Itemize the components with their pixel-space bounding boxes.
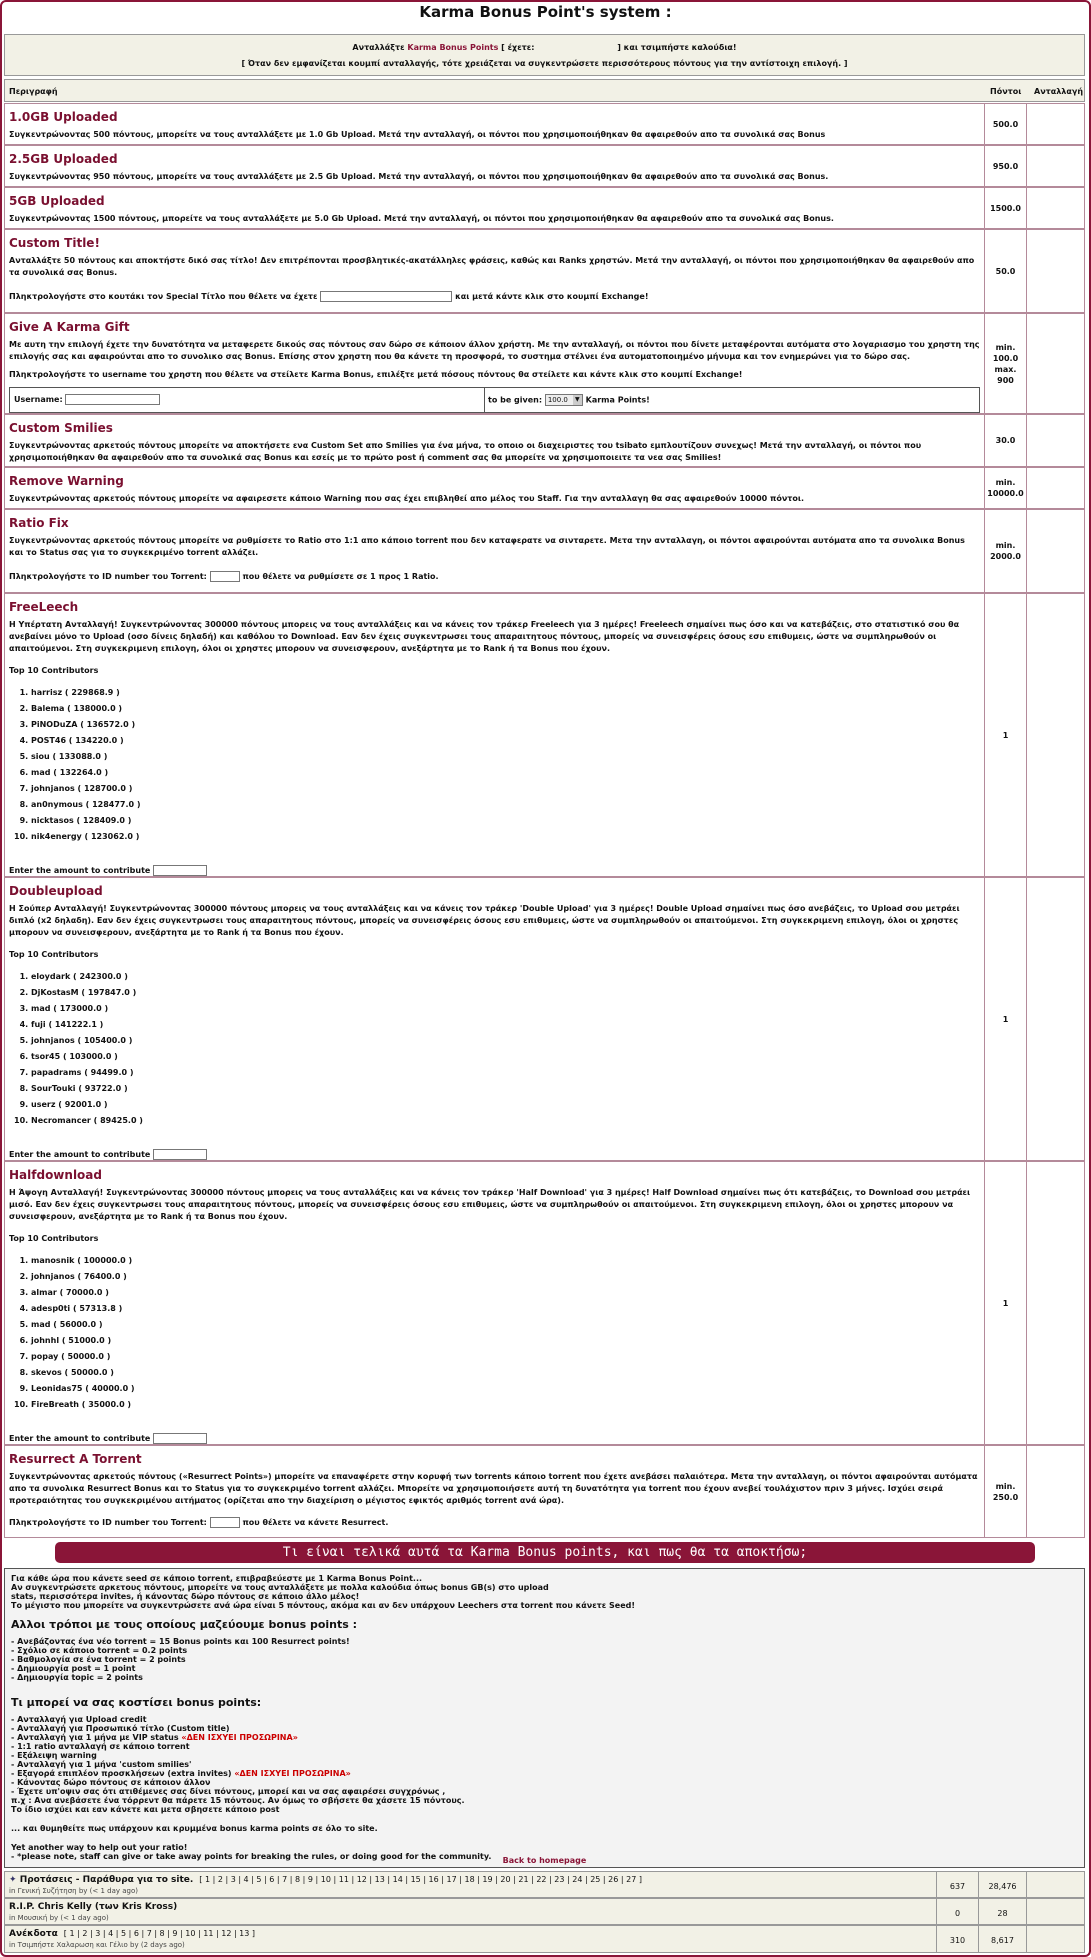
- exchange-cell: [1027, 188, 1084, 228]
- disabled-tag: «ΔΕΝ ΙΣΧΥΕΙ ΠΡΟΣΩΡΙΝΑ»: [234, 1769, 351, 1778]
- list-item: 3. PiNODuZA ( 136572.0 ): [31, 717, 980, 733]
- thread-pages[interactable]: [ 1 | 2 | 3 | 4 | 5 | 6 | 7 | 8 | 9 | 10 | 11 | 12 | 13 ]: [63, 1929, 256, 1938]
- intro-text: Ανταλλάξτε: [352, 43, 405, 52]
- option-points: 1: [985, 1162, 1027, 1444]
- list-item: 7. popay ( 50000.0 ): [31, 1349, 980, 1365]
- list-item: 4. fuji ( 141222.1 ): [31, 1017, 980, 1033]
- option-row-doubleupload: [4, 877, 1085, 1161]
- list-item: 8. an0nymous ( 128477.0 ): [31, 797, 980, 813]
- cost-item: Το ίδιο ισχύει και εαν κάνετε και μετα σβησετε κάποιο post: [11, 1805, 280, 1814]
- info-line: Το μέγιστο που μπορείτε να συγκεντρώσετε ανά ώρα είναι 5 πόντους, ακόμα και αν δεν υπάρχουν Leechers στα torrent που κάνετε Seed!: [11, 1601, 636, 1610]
- info-line: ... και θυμηθείτε πως υπάρχουν και κρυμμένα bonus karma points σε όλο το site.: [11, 1824, 378, 1833]
- earn-item: - Δημιουργία post = 1 point: [11, 1664, 136, 1673]
- exchange-cell: [1027, 468, 1084, 508]
- option-points: 1: [985, 878, 1027, 1160]
- cost-item: - Ανταλλαγή για 1 μήνα 'custom smilies': [11, 1760, 192, 1769]
- list-item: 3. almar ( 70000.0 ): [31, 1285, 980, 1301]
- contribute-amount-input[interactable]: [153, 1433, 207, 1444]
- option-text: Συγκεντρώνοντας αρκετούς πόντους («Resurrect Points») μπορείτε να επαναφέρετε στην κορυφή των torrents κάποιο torrent που έχετε ανεβάσει παλαιότερα. Μετα την ανταλλαγη, οι πόντοι αφαιρούνται αυτόματα απο τα συνολικα Resurrect Bonus και το Status για το συγκεκριμένο torrent αλλάζει. Μπορείτε να χρησιμοποιήσετε αυτή τη δυνατότητα για torrent που έχουν ανεβεί τουλάχιστον πριν 3 μήνες. Ισχύει σειρά προτεραιότητας του συγκεκριμένου αιτήματος (ορίζεται απο την διαχείριση ο μέγιστος εφικτός αριθμός torrent ανά ώρα).: [9, 1472, 978, 1505]
- option-row-karma-gift: [4, 313, 1085, 414]
- list-item: 5. johnjanos ( 105400.0 ): [31, 1033, 980, 1049]
- option-title: Custom Smilies: [9, 421, 113, 435]
- list-item: 3. mad ( 173000.0 ): [31, 1001, 980, 1017]
- thread-pages[interactable]: [ 1 | 2 | 3 | 4 | 5 | 6 | 7 | 8 | 9 | 10 | 11 | 12 | 13 | 14 | 15 | 16 | 17 | 18 | 19 | 20 | 21 | 22 | 23 | 24 | 25 | 26 | 27 ]: [199, 1875, 642, 1884]
- intro-note: [ Όταν δεν εμφανίζεται κουμπί ανταλλαγής, τότε χρειάζεται να συγκεντρώσετε περισσότερους πόντους για την αντίστοιχη επιλογή. ]: [241, 59, 848, 68]
- option-row-custom-smilies: [4, 414, 1085, 467]
- list-item: 10. Necromancer ( 89425.0 ): [31, 1113, 980, 1129]
- list-item: 6. johnhl ( 51000.0 ): [31, 1333, 980, 1349]
- contribute-amount-input[interactable]: [153, 865, 207, 876]
- option-points: 1500.0: [985, 188, 1027, 228]
- option-points: 1: [985, 594, 1027, 876]
- earn-item: - Σχόλιο σε κάποιο torrent = 0.2 points: [11, 1646, 188, 1655]
- thread-replies: 637: [937, 1872, 979, 1897]
- option-row-1gb: [4, 103, 1085, 145]
- exchange-cell: [1027, 314, 1084, 413]
- option-points: 500.0: [985, 104, 1027, 144]
- thread-title[interactable]: Ανέκδοτα: [9, 1929, 58, 1939]
- karma-link[interactable]: Karma Bonus Points: [407, 43, 499, 52]
- exchange-cell: [1027, 146, 1084, 186]
- option-title: Give A Karma Gift: [9, 320, 130, 334]
- username-label: Username:: [14, 395, 63, 404]
- thread-title[interactable]: R.I.P. Chris Kelly (των Kris Kross): [9, 1902, 178, 1912]
- intro-balance-label: [ έχετε:: [501, 43, 535, 52]
- top-contributors-label: Top 10 Contributors: [9, 666, 99, 675]
- list-item: 5. siou ( 133088.0 ): [31, 749, 980, 765]
- list-item: 2. DjKostasM ( 197847.0 ): [31, 985, 980, 1001]
- option-points: min. 250.0: [985, 1446, 1027, 1537]
- points-select-value: 100.0: [547, 396, 568, 404]
- thread-title[interactable]: Προτάσεις - Παράθυρα για το site.: [19, 1875, 194, 1885]
- option-points: min. 2000.0: [985, 510, 1027, 592]
- points-select[interactable]: [545, 394, 583, 406]
- cost-item: - Κάνοντας δώρο πόντους σε κάποιον άλλον: [11, 1778, 211, 1787]
- torrent-id-input[interactable]: [210, 571, 240, 582]
- cost-item: - Εξαγορά επιπλέον προσκλήσεων (extra invites): [11, 1769, 235, 1778]
- list-item: 8. SourTouki ( 93722.0 ): [31, 1081, 980, 1097]
- cost-item: - Εξάλειψη warning: [11, 1751, 97, 1760]
- top-contributors-label: Top 10 Contributors: [9, 1234, 99, 1243]
- option-points: min. 10000.0: [985, 468, 1027, 508]
- exchange-cell: [1027, 510, 1084, 592]
- exchange-cell: [1027, 1162, 1084, 1444]
- option-row-2-5gb: [4, 145, 1085, 187]
- exchange-cell: [1027, 594, 1084, 876]
- info-line: Yet another way to help out your ratio!: [11, 1843, 188, 1852]
- list-item: 4. POST46 ( 134220.0 ): [31, 733, 980, 749]
- cost-item: - Έχετε υπ'οψιν σας ότι ατιθέμενες σας δίνει πόντους, μπορεί και να σας αφαιρέσει συγχρόνως ,: [11, 1787, 446, 1796]
- option-title: Doubleupload: [9, 884, 103, 898]
- info-line: Αν συγκεντρώσετε αρκετους πόντους, μπορείτε να τους ανταλλάξετε με πολλα καλούδια όπως bonus GB(s) στο upload: [11, 1583, 549, 1592]
- option-text: Με αυτη την επιλογή έχετε την δυνατότητα να μεταφερετε δικούς σας πόντους σαν δώρο σε κάποιον άλλον χρήστη. Με την ανταλλαγή, οι πόντοι που δίνετε μεταφέρονται αυτόματα στο λογαριασμο του χρηστη της επιλογής σας και αφαιρούνται απο το συνολικο σας Bonus. Επίσης στον χρηστη που θα κάνετε τη προσφορά, το συστημα στέλνει ένα αυτοματοποιημένο μήνυμα και τον ενημερώνει για το δώρο σας.: [9, 340, 980, 361]
- option-title: 5GB Uploaded: [9, 194, 105, 208]
- given-label: to be given:: [488, 395, 543, 405]
- option-text: Η Υπέρτατη Ανταλλαγή! Συγκεντρώνοντας 300000 πόντους μπορεις να τους ανταλλάξεις και να κάνεις τον τράκερ Freeleech για 3 ημέρες! Freeleech σημαίνει πως όσο και να κατεβάζεις, στο στατιστικό σου θα ανεβαίνει μόνο το Upload (οσο δίνεις δηλαδή) και καθόλου το Download. Εαν δεν έχεις συγκεντρωσει τους απαραιτητους πόντους, μπορείς να συνεισφέρεις όσους εσυ επιθυμεις, ώστε να συμπληρωθούν οι απαιτούμενοι. Στη συγκεκριμενη επιλογη, όλοι οι χρηστες μπορουν να συνεισφερουν, ανεξάρτητα με το Rank ή τα Bonus που έχουν.: [9, 620, 960, 653]
- thread-meta: in Τσιμπήστε Χαλαρωση και Γέλιο by (2 days ago): [9, 1941, 185, 1949]
- list-item: 1. manosnik ( 100000.0 ): [31, 1253, 980, 1269]
- list-item: 9. nicktasos ( 128409.0 ): [31, 813, 980, 829]
- option-text: Συγκεντρώνοντας αρκετούς πόντους μπορείτε να αποκτήσετε ενα Custom Set απο Smilies για ένα μήνα, το οποιο οι διαχειριστες του tsibato εμπλουτίζουν συνεχως! Μετά την ανταλλαγή, οι πόντοι που χρησιμοποιήθηκαν θα αφαιρεθούν απο τα συνολικά σας Bonus και εσείς με το πρώτο post ή comment σας θα μπορείτε να χρησιμοποιειτε τα νεα σας Smilies!: [9, 441, 922, 462]
- thread-views: 28: [979, 1899, 1027, 1924]
- prompt-text-end: που θέλετε να ρυθμίσετε σε 1 προς 1 Ratio.: [242, 572, 439, 581]
- exchange-cell: [1027, 1446, 1084, 1537]
- forum-row: [4, 1871, 1085, 1898]
- list-item: 1. harrisz ( 229868.9 ): [31, 685, 980, 701]
- list-item: 8. skevos ( 50000.0 ): [31, 1365, 980, 1381]
- option-text: Συγκεντρώνοντας αρκετούς πόντους μπορείτε να ρυθμίσετε το Ratio στο 1:1 απο κάποιο torrent που δεν καταφερατε να σινταρετε. Μετα την ανταλλαγη, οι πόντοι αφαιρούνται αυτόματα απο τα συνολικα Bonus και το Status σας για το συγκεκριμένο torrent αλλάζει.: [9, 536, 965, 557]
- list-item: 6. tsor45 ( 103000.0 ): [31, 1049, 980, 1065]
- page-title: Karma Bonus Point's system :: [419, 3, 672, 21]
- header-description: Περιγραφή: [9, 87, 58, 96]
- thread-replies: 0: [937, 1899, 979, 1924]
- prompt-text-end: που θέλετε να κάνετε Resurrect.: [242, 1518, 389, 1527]
- gift-form: [9, 387, 980, 413]
- list-item: 9. userz ( 92001.0 ): [31, 1097, 980, 1113]
- option-title: Remove Warning: [9, 474, 124, 488]
- pin-icon: ✦: [9, 1875, 17, 1885]
- option-title: Custom Title!: [9, 236, 100, 250]
- prompt-text: Πληκτρολογήστε στο κουτάκι τον Special Τίτλο που θέλετε να έχετε: [9, 292, 318, 301]
- thread-meta: in Μουσική by (< 1 day ago): [9, 1914, 109, 1922]
- forum-row: [4, 1925, 1085, 1953]
- option-points: 50.0: [985, 230, 1027, 312]
- info-heading-earn: Αλλοι τρόποι με τους οποίους μαζεύουμε bonus points :: [11, 1618, 358, 1631]
- option-row-resurrect: [4, 1445, 1085, 1538]
- header-points: Πόντοι: [990, 87, 1022, 96]
- list-item: 7. papadrams ( 94499.0 ): [31, 1065, 980, 1081]
- option-row-remove-warning: [4, 467, 1085, 509]
- info-line: stats, περισσότερα invites, ή κάνοντας δώρο πόντους σε κάποιο άλλο μέλος!: [11, 1592, 360, 1601]
- cost-item: - Ανταλλαγή για Upload credit: [11, 1715, 147, 1724]
- option-points: min. 100.0 max. 900: [985, 314, 1027, 413]
- list-item: 2. Balema ( 138000.0 ): [31, 701, 980, 717]
- amount-label: Enter the amount to contribute: [9, 1150, 151, 1159]
- earn-item: - Ανεβάζοντας ένα νέο torrent = 15 Bonus points και 100 Resurrect points!: [11, 1637, 350, 1646]
- table-header: [4, 79, 1085, 102]
- option-text: Συγκεντρώνοντας αρκετούς πόντους μπορείτε να αφαιρεσετε κάποιο Warning που σας έχει επιβληθεί απο μέλος του Staff. Για την ανταλλαγη θα σας αφαιρεθούν 10000 πόντοι.: [9, 494, 805, 503]
- option-text: Η Σούπερ Ανταλλαγή! Συγκεντρώνοντας 300000 πόντους μπορεις να τους ανταλλάξεις και να κάνεις τον τράκερ 'Double Upload' για 3 ημέρες! Double Upload σημαίνει πως όσο ανεβάζεις, το Upload σου μετράει διπλό (x2 δηλαδη). Εαν δεν έχεις συγκεντρωσει τους απαραιτητους πόντους, μπορείς να συνεισφέρεις όσους εσυ επιθυμεις, ώστε να συμπληρωθούν οι απαιτούμενοι. Στη συγκεκριμενη επιλογη, όλοι οι χρηστες μπορουν να συνεισφερουν, ανεξάρτητα με το Rank ή τα Bonus που έχουν.: [9, 904, 960, 937]
- cost-item: - 1:1 ratio ανταλλαγή σε κάποιο torrent: [11, 1742, 190, 1751]
- username-input[interactable]: [65, 394, 160, 405]
- chevron-down-icon: ▼: [573, 395, 582, 405]
- info-heading-cost: Τι μπορεί να σας κοστίσει bonus points:: [11, 1696, 262, 1709]
- custom-title-input[interactable]: [320, 291, 452, 302]
- back-to-homepage-link[interactable]: Back to homepage: [502, 1856, 587, 1865]
- list-item: 4. adesp0ti ( 57313.8 ): [31, 1301, 980, 1317]
- option-title: 1.0GB Uploaded: [9, 110, 118, 124]
- thread-meta: in Γενική Συζήτηση by (< 1 day ago): [9, 1887, 138, 1895]
- exchange-cell: [1027, 230, 1084, 312]
- option-row-freeleech: [4, 593, 1085, 877]
- option-text: Συγκεντρώνοντας 500 πόντους, μπορείτε να τους ανταλλάξετε με 1.0 Gb Upload. Μετά την ανταλλαγή, οι πόντοι που χρησιμοποιήθηκαν θα αφαιρεθούν απο τα συνολικά σας Bonus: [9, 130, 826, 139]
- cost-item: - Ανταλλαγή για Προσωπικό τίτλο (Custom title): [11, 1724, 230, 1733]
- option-title: Halfdownload: [9, 1168, 102, 1182]
- contribute-amount-input[interactable]: [153, 1149, 207, 1160]
- list-item: 7. johnjanos ( 128700.0 ): [31, 781, 980, 797]
- header-exchange: Ανταλλαγή: [1034, 87, 1084, 96]
- option-title: Ratio Fix: [9, 516, 69, 530]
- option-title: 2.5GB Uploaded: [9, 152, 118, 166]
- contributors-list: [31, 685, 980, 845]
- option-row-custom-title: [4, 229, 1085, 313]
- option-text: Η Άψογη Ανταλλαγή! Συγκεντρώνοντας 300000 πόντους μπορεις να τους ανταλλάξεις και να κάνεις τον τράκερ 'Half Download' για 3 ημέρες! Half Download σημαίνει πως ότι κατεβάζεις, το Download σου μετράει μισό. Εαν δεν έχεις συγκεντρωσει τους απαραιτητους πόντους, μπορείς να συνεισφέρεις όσους εσυ επιθυμεις, ώστε να συμπληρωθούν οι απαιτούμενοι. Στη συγκεκριμενη επιλογη, όλοι οι χρηστες μπορουν να συνεισφερουν, ανεξάρτητα με το Rank ή τα Bonus που έχουν.: [9, 1188, 971, 1221]
- prompt-text-end: και μετά κάντε κλικ στο κουμπί Exchange!: [455, 292, 649, 301]
- thread-views: 8,617: [979, 1926, 1027, 1952]
- disabled-tag: «ΔΕΝ ΙΣΧΥΕΙ ΠΡΟΣΩΡΙΝΑ»: [181, 1733, 298, 1742]
- list-item: 2. johnjanos ( 76400.0 ): [31, 1269, 980, 1285]
- exchange-cell: [1027, 878, 1084, 1160]
- option-row-5gb: [4, 187, 1085, 229]
- given-post-label: Karma Points!: [585, 395, 650, 405]
- prompt-text: Πληκτρολογήστε το ID number του Torrent:: [9, 572, 207, 581]
- option-text: Ανταλλάξτε 50 πόντους και αποκτήστε δικό σας τίτλο! Δεν επιτρέπονται προσβλητικές-ακατάλληλες φράσεις, καθώς και Ranks χρηστών. Μετά την ανταλλαγή, οι πόντοι που χρησιμοποιήθηκαν θα αφαιρεθούν απο τα συνολικά σας Bonus.: [9, 256, 975, 277]
- list-item: 9. Leonidas75 ( 40000.0 ): [31, 1381, 980, 1397]
- thread-views: 28,476: [979, 1872, 1027, 1897]
- amount-label: Enter the amount to contribute: [9, 866, 151, 875]
- option-row-halfdownload: [4, 1161, 1085, 1445]
- info-box: [4, 1568, 1085, 1868]
- option-title: FreeLeech: [9, 600, 79, 614]
- top-contributors-label: Top 10 Contributors: [9, 950, 99, 959]
- option-row-ratio-fix: [4, 509, 1085, 593]
- option-points: 30.0: [985, 415, 1027, 466]
- amount-label: Enter the amount to contribute: [9, 1434, 151, 1443]
- exchange-cell: [1027, 104, 1084, 144]
- cost-item: - Ανταλλαγή για 1 μήνα με VIP status: [11, 1733, 182, 1742]
- option-title: Resurrect A Torrent: [9, 1452, 142, 1466]
- contributors-list: [31, 969, 980, 1129]
- prompt-text: Πληκτρολογήστε το username του χρηστη που θέλετε να στείλετε Karma Bonus, επιλέξτε μετά πόσους πόντους θα στείλετε και κάντε κλικ στο κουμπί Exchange!: [9, 370, 743, 379]
- thread-replies: 310: [937, 1926, 979, 1952]
- list-item: 10. FireBreath ( 35000.0 ): [31, 1397, 980, 1413]
- earn-item: - Βαθμολογία σε ένα torrent = 2 points: [11, 1655, 186, 1664]
- list-item: 6. mad ( 132264.0 ): [31, 765, 980, 781]
- faq-banner[interactable]: Τι είναι τελικά αυτά τα Karma Bonus points, και πως θα τα αποκτήσω;: [55, 1542, 1035, 1563]
- exchange-cell: [1027, 415, 1084, 466]
- earn-item: - Δημιουργία topic = 2 points: [11, 1673, 143, 1682]
- prompt-text: Πληκτρολογήστε το ID number του Torrent:: [9, 1518, 207, 1527]
- torrent-id-input[interactable]: [210, 1517, 240, 1528]
- intro-box: [4, 34, 1085, 76]
- list-item: 1. eloydark ( 242300.0 ): [31, 969, 980, 985]
- list-item: 5. mad ( 56000.0 ): [31, 1317, 980, 1333]
- list-item: 10. nik4energy ( 123062.0 ): [31, 829, 980, 845]
- info-line: Για κάθε ώρα που κάνετε seed σε κάποιο torrent, επιβραβεύεστε με 1 Karma Bonus Point...: [11, 1574, 423, 1583]
- option-points: 950.0: [985, 146, 1027, 186]
- option-text: Συγκεντρώνοντας 950 πόντους, μπορείτε να τους ανταλλάξετε με 2.5 Gb Upload. Μετά την ανταλλαγή, οι πόντοι που χρησιμοποιήθηκαν θα αφαιρεθούν απο τα συνολικά σας Bonus.: [9, 172, 829, 181]
- option-text: Συγκεντρώνοντας 1500 πόντους, μπορείτε να τους ανταλλάξετε με 5.0 Gb Upload. Μετά την ανταλλαγή, οι πόντοι που χρησιμοποιήθηκαν θα αφαιρεθούν απο τα συνολικά σας Bonus.: [9, 214, 834, 223]
- cost-item: π.χ : Ανα ανεβάσετε ένα τόρρεντ θα πάρετε 15 πόντους. Αν όμως το σβήσετε θα χάσετε 15 πόντους.: [11, 1796, 465, 1805]
- info-line: - *please note, staff can give or take away points for breaking the rules, or doing good for the community.: [11, 1852, 492, 1861]
- intro-text-end: ] και τσιμπήστε καλούδια!: [617, 43, 737, 52]
- forum-row: [4, 1898, 1085, 1925]
- contributors-list: [31, 1253, 980, 1413]
